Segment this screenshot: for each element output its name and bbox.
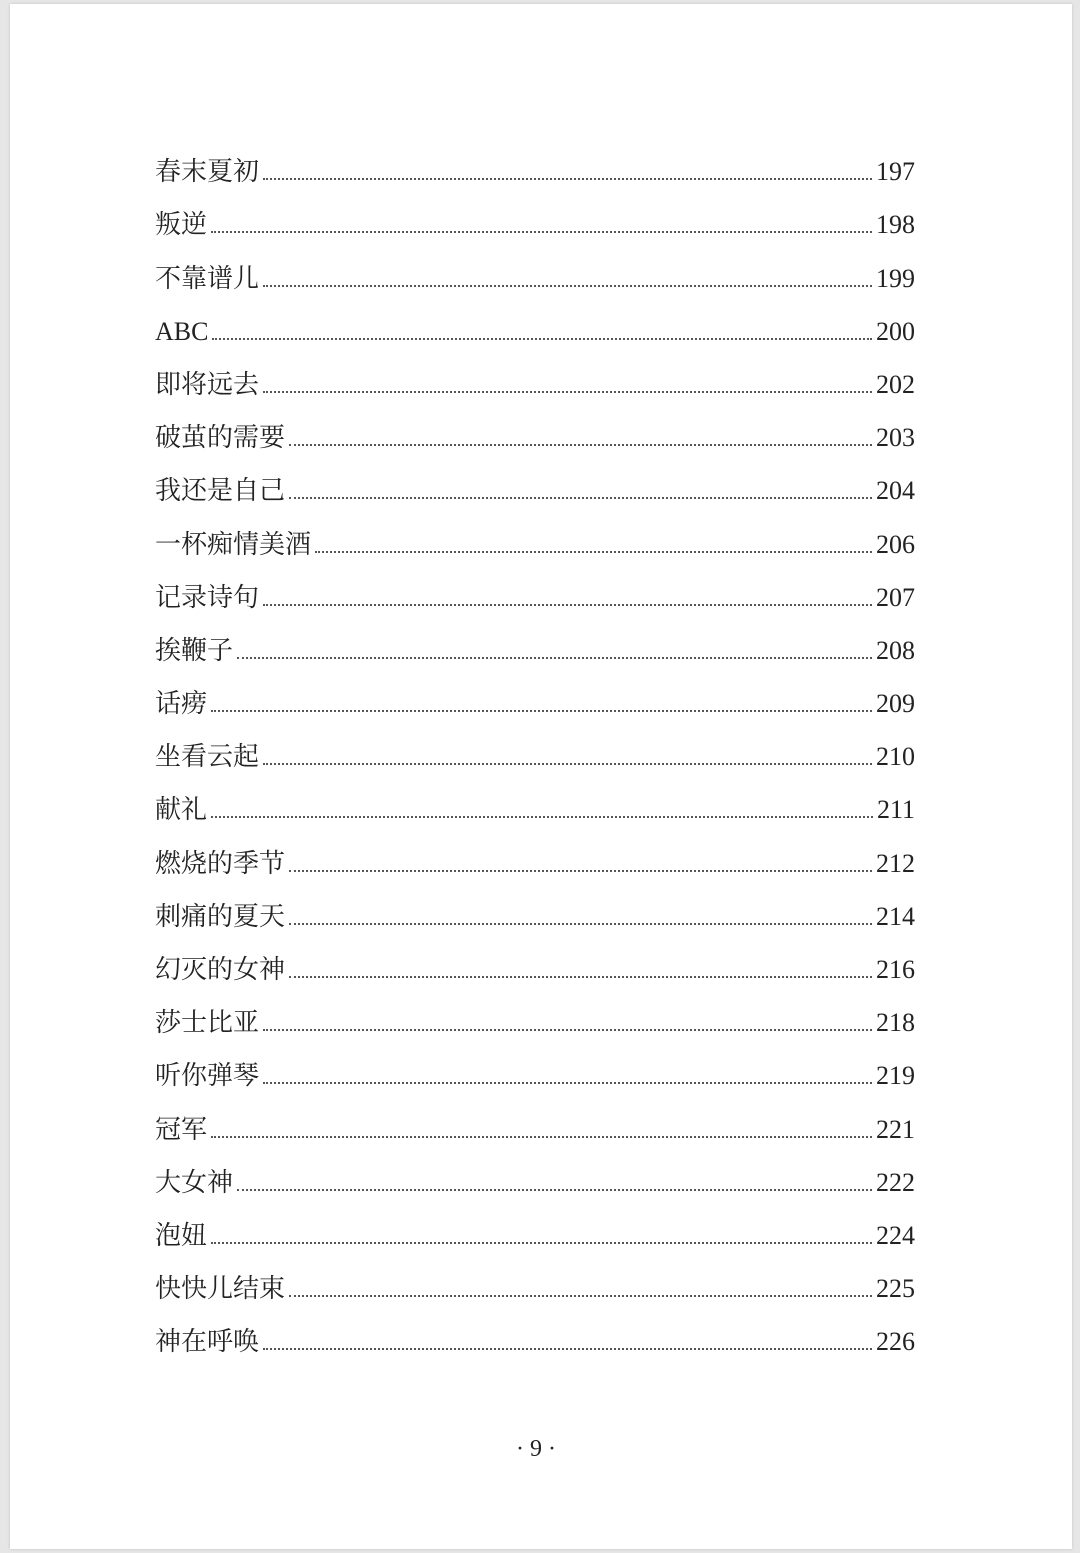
toc-dot-leader (289, 497, 872, 499)
toc-entry-page: 204 (876, 476, 915, 506)
toc-entry-title: 冠军 (155, 1114, 208, 1144)
toc-dot-leader (263, 285, 872, 287)
toc-entry (155, 941, 915, 994)
toc-entry-page: 214 (876, 901, 915, 931)
toc-entry (155, 1047, 915, 1100)
toc-entry (155, 1260, 915, 1313)
toc-entry-title: 叛逆 (155, 210, 208, 240)
toc-entry-page: 198 (876, 210, 915, 240)
toc-entry (155, 409, 915, 462)
toc-entry-title: 破茧的需要 (155, 423, 286, 453)
toc-entry-page: 222 (876, 1167, 915, 1197)
toc-entry-page: 202 (876, 369, 915, 399)
toc-entry-title: 献礼 (155, 795, 208, 825)
toc-entry-title: 听你弹琴 (155, 1061, 260, 1091)
toc-entry-page: 200 (876, 316, 915, 346)
toc-entry (155, 303, 915, 356)
toc-dot-leader (211, 231, 872, 233)
page-number: · 9 · (516, 1436, 556, 1462)
toc-dot-leader (263, 1348, 872, 1350)
toc-dot-leader (263, 391, 872, 393)
toc-entry (155, 462, 915, 515)
toc-entry-page: 216 (876, 955, 915, 984)
toc-dot-leader (263, 763, 872, 765)
toc-entry (155, 569, 915, 622)
toc-entry-title: 话痨 (155, 689, 208, 719)
toc-entry-page: 203 (876, 423, 915, 453)
toc-entry-page: 199 (876, 263, 915, 293)
toc-entry (155, 888, 915, 941)
toc-dot-leader (237, 1189, 872, 1191)
toc-entry (155, 356, 915, 409)
toc-dot-leader (315, 551, 872, 553)
toc-entry-title: 快快儿结束 (155, 1274, 286, 1304)
toc-entry-page: 209 (876, 689, 915, 719)
toc-entry (155, 994, 915, 1047)
toc-dot-leader (211, 710, 872, 712)
toc-entry-page: 221 (876, 1114, 915, 1144)
toc-entry (155, 1207, 915, 1260)
toc-entry-page: 218 (876, 1008, 915, 1038)
toc-dot-leader (211, 816, 873, 818)
toc-entry-title: ABC (155, 316, 209, 346)
toc-dot-leader (263, 178, 872, 180)
toc-dot-leader (289, 976, 872, 978)
toc-entry (155, 515, 915, 568)
toc-entry (155, 143, 915, 196)
toc-entry-page: 219 (876, 1061, 915, 1091)
toc-entry-page: 207 (876, 582, 915, 612)
toc-entry-title: 神在呼唤 (155, 1327, 260, 1357)
toc-entry-title: 莎士比亚 (155, 1008, 260, 1038)
toc-entry-title: 幻灭的女神 (155, 955, 286, 984)
toc-entry-page: 211 (876, 795, 915, 825)
toc-dot-leader (211, 1136, 872, 1138)
toc-entry (155, 1313, 915, 1366)
toc-entry-title: 泡妞 (155, 1220, 208, 1250)
toc-dot-leader (289, 923, 872, 925)
toc-entry (155, 1100, 915, 1153)
toc-entry-title: 我还是自己 (155, 476, 286, 506)
toc-entry (155, 781, 915, 834)
table-of-contents (155, 143, 915, 1366)
toc-entry-title: 即将远去 (155, 369, 260, 399)
toc-entry-page: 197 (876, 157, 915, 187)
toc-dot-leader (289, 444, 872, 446)
toc-entry-page: 208 (876, 635, 915, 665)
toc-entry-page: 226 (876, 1327, 915, 1357)
toc-entry-title: 挨鞭子 (155, 635, 234, 665)
toc-dot-leader (263, 604, 872, 606)
toc-entry-page: 206 (876, 529, 915, 559)
toc-entry (155, 834, 915, 887)
document-page (10, 4, 1072, 1549)
toc-entry-title: 记录诗句 (155, 582, 260, 612)
toc-entry (155, 196, 915, 249)
toc-dot-leader (237, 657, 872, 659)
toc-entry-title: 坐看云起 (155, 742, 260, 772)
toc-dot-leader (211, 1242, 872, 1244)
toc-entry (155, 622, 915, 675)
toc-entry-title: 燃烧的季节 (155, 848, 286, 878)
toc-dot-leader (289, 1295, 872, 1297)
toc-dot-leader (289, 870, 872, 872)
toc-entry-page: 225 (876, 1274, 915, 1304)
toc-entry (155, 675, 915, 728)
toc-entry-title: 刺痛的夏天 (155, 901, 286, 931)
toc-entry-page: 210 (876, 742, 915, 772)
toc-dot-leader (212, 338, 872, 340)
toc-entry-page: 224 (876, 1220, 915, 1250)
toc-entry (155, 249, 915, 302)
toc-dot-leader (263, 1029, 872, 1031)
toc-entry-title: 春末夏初 (155, 157, 260, 187)
toc-entry-title: 大女神 (155, 1167, 234, 1197)
toc-entry-title: 不靠谱儿 (155, 263, 260, 293)
toc-entry (155, 1154, 915, 1207)
toc-dot-leader (263, 1082, 872, 1084)
toc-entry (155, 728, 915, 781)
toc-entry-title: 一杯痴情美酒 (155, 529, 312, 559)
toc-entry-page: 212 (876, 848, 915, 878)
